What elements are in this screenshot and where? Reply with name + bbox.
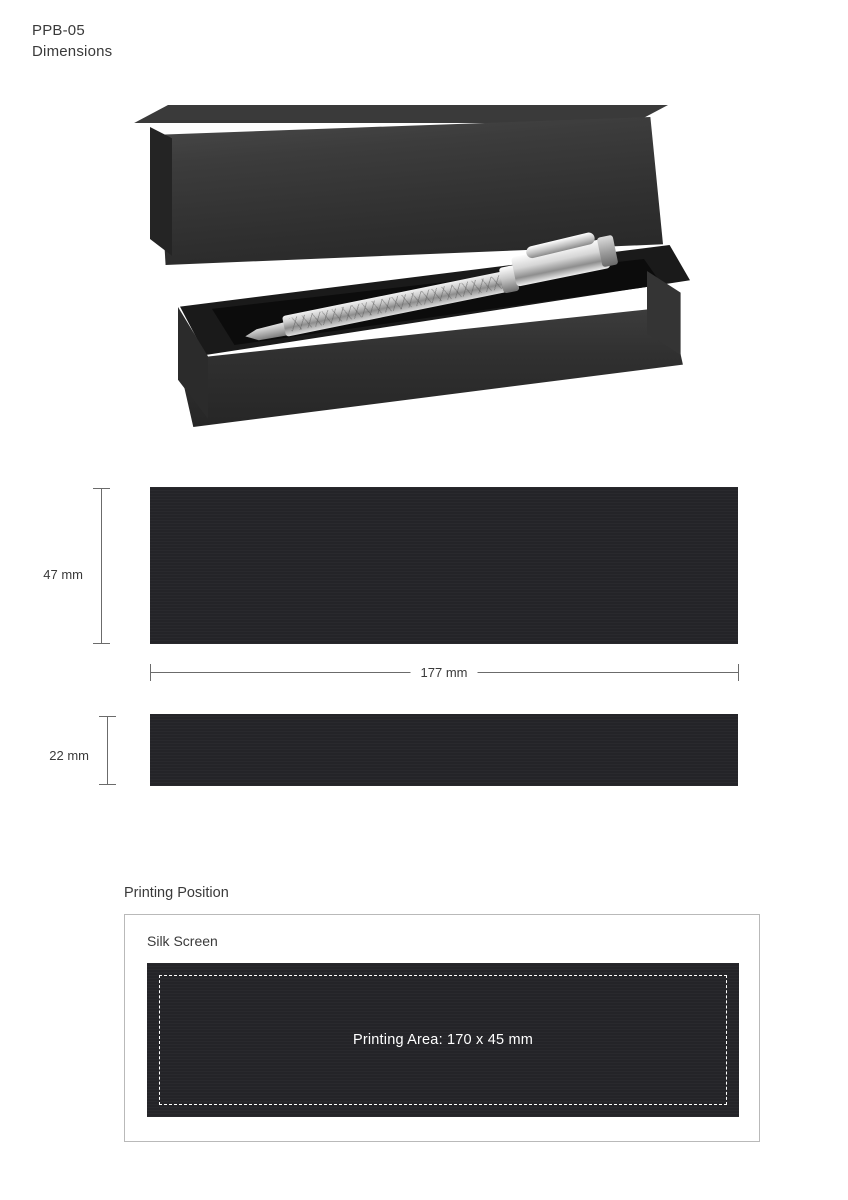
height-cap-bottom (93, 643, 110, 644)
width-cap-right (738, 664, 739, 681)
printing-area-preview (147, 963, 739, 1117)
product-photo (140, 95, 700, 455)
box-base-right-face (647, 271, 695, 391)
printing-position-panel (124, 914, 760, 1142)
pen-barrel (282, 270, 512, 336)
depth-cap-bottom (99, 784, 116, 785)
width-dimension-label: 177 mm (411, 665, 478, 680)
height-dimension-label: 47 mm (43, 567, 83, 582)
printing-method-label: Silk Screen (147, 933, 218, 949)
box-front-view (150, 487, 738, 644)
product-code: PPB-05 (32, 22, 85, 39)
printing-area-outline (159, 975, 727, 1105)
depth-dimension-line (107, 717, 108, 784)
page-title (32, 20, 112, 62)
depth-dimension-label: 22 mm (49, 748, 89, 763)
printing-area-label: Printing Area: 170 x 45 mm (352, 1032, 534, 1048)
box-side-view (150, 714, 738, 786)
height-dimension-line (101, 489, 102, 643)
page-subtitle: Dimensions (32, 43, 113, 60)
printing-position-title: Printing Position (124, 885, 229, 901)
